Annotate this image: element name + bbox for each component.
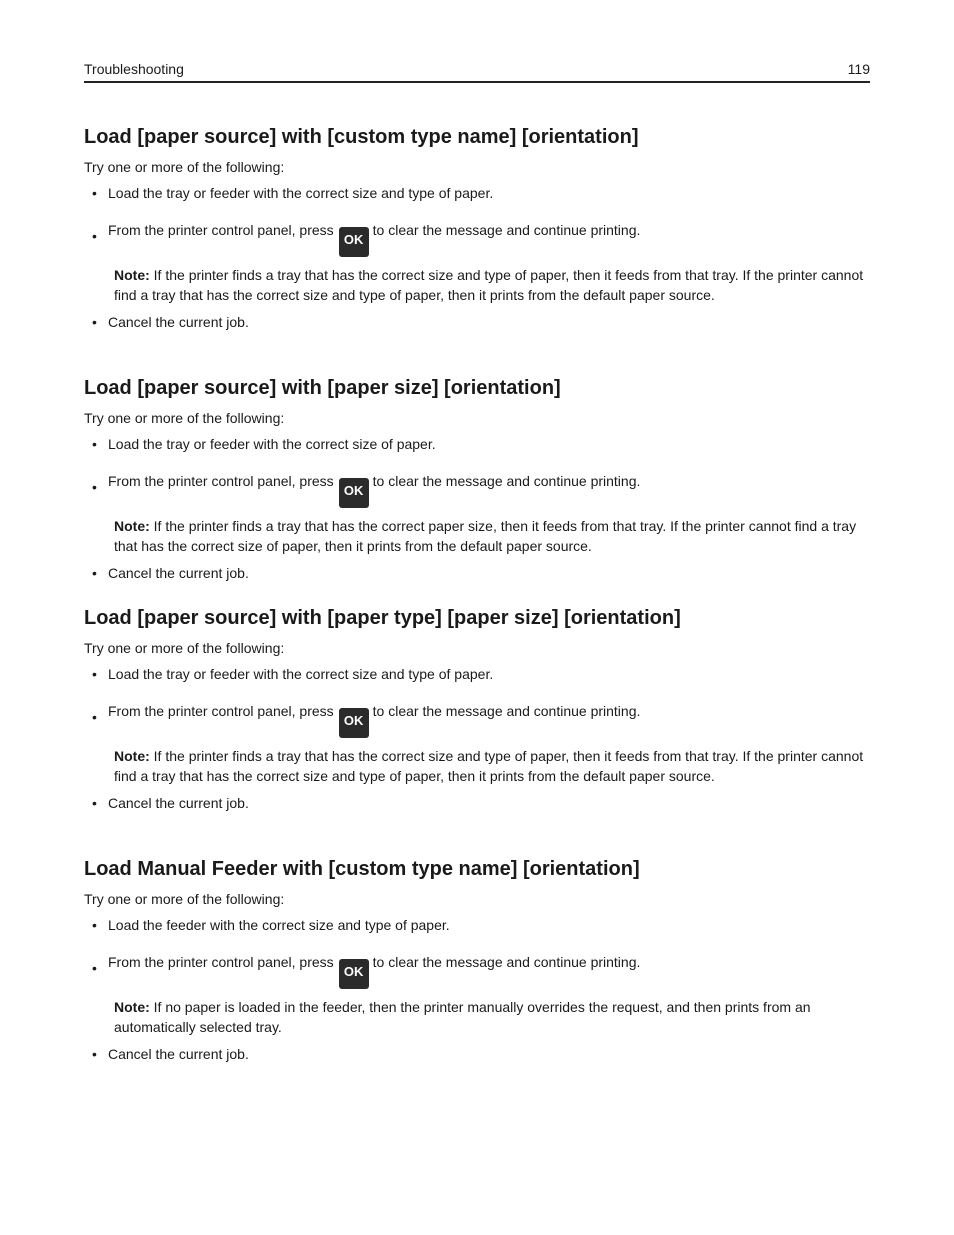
step-list-continued bbox=[84, 564, 870, 582]
bullet-icon: • bbox=[92, 479, 97, 495]
bullet-icon: • bbox=[92, 185, 97, 201]
note: Note: If the printer finds a tray that has the correct paper size, then it feeds from that tray. If the printer cannot find a tray that has the correct size of paper, then it prints from the default paper source. bbox=[114, 518, 857, 554]
bullet-icon: • bbox=[92, 960, 97, 976]
step-list-continued bbox=[84, 794, 870, 812]
page-number: 119 bbox=[847, 61, 870, 77]
list-item: • From the printer control panel, pressOKto clear the message and continue printing. bbox=[84, 947, 870, 989]
list-item: • From the printer control panel, pressOKto clear the message and continue printing. bbox=[84, 466, 870, 508]
step-list bbox=[84, 665, 870, 738]
bullet-icon: • bbox=[92, 666, 97, 682]
list-item: • Cancel the current job. bbox=[92, 314, 249, 330]
section-intro: Try one or more of the following: bbox=[84, 159, 285, 175]
step-list bbox=[84, 435, 870, 508]
list-item: • Load the tray or feeder with the correct size and type of paper. bbox=[92, 666, 494, 682]
bullet-icon: • bbox=[92, 565, 97, 581]
header-section-title: Troubleshooting bbox=[84, 61, 184, 77]
note: Note: If the printer finds a tray that has the correct size and type of paper, then it feeds from that tray. If the printer cannot find a tray that has the correct size and type of paper, then it prints from the default paper source. bbox=[114, 748, 864, 784]
list-item: • Load the tray or feeder with the correct size of paper. bbox=[92, 436, 436, 452]
bullet-icon: • bbox=[92, 917, 97, 933]
list-item: • Cancel the current job. bbox=[92, 795, 249, 811]
ok-button-icon: OK bbox=[339, 708, 369, 738]
section-heading: Load [paper source] with [paper size] [orientation] bbox=[84, 377, 561, 399]
ok-button-icon: OK bbox=[339, 227, 369, 257]
bullet-icon: • bbox=[92, 314, 97, 330]
list-item: • Load the tray or feeder with the correct size and type of paper. bbox=[92, 185, 494, 201]
bullet-icon: • bbox=[92, 1046, 97, 1062]
list-item: • Cancel the current job. bbox=[92, 1046, 249, 1062]
step-list bbox=[84, 916, 870, 989]
section-intro: Try one or more of the following: bbox=[84, 410, 285, 426]
section-heading: Load [paper source] with [custom type name] [orientation] bbox=[84, 126, 639, 148]
ok-button-icon: OK bbox=[339, 959, 369, 989]
ok-button-icon: OK bbox=[339, 478, 369, 508]
section-intro: Try one or more of the following: bbox=[84, 640, 285, 656]
section-heading: Load Manual Feeder with [custom type name] [orientation] bbox=[84, 858, 640, 880]
note: Note: If no paper is loaded in the feeder, then the printer manually overrides the request, and then prints from an automatically selected tray. bbox=[114, 999, 811, 1035]
section-custom-type bbox=[84, 125, 870, 331]
page-header bbox=[84, 60, 870, 83]
list-item: • From the printer control panel, pressOKto clear the message and continue printing. bbox=[84, 215, 870, 257]
bullet-icon: • bbox=[92, 709, 97, 725]
section-paper-size bbox=[84, 376, 870, 582]
list-item: • From the printer control panel, pressOKto clear the message and continue printing. bbox=[84, 696, 870, 738]
bullet-icon: • bbox=[92, 228, 97, 244]
step-list-continued bbox=[84, 1045, 870, 1063]
section-intro: Try one or more of the following: bbox=[84, 891, 285, 907]
section-heading: Load [paper source] with [paper type] [paper size] [orientation] bbox=[84, 607, 681, 629]
list-item: • Load the feeder with the correct size and type of paper. bbox=[92, 917, 450, 933]
bullet-icon: • bbox=[92, 795, 97, 811]
step-list-continued bbox=[84, 313, 870, 331]
step-list bbox=[84, 184, 870, 257]
note: Note: If the printer finds a tray that has the correct size and type of paper, then it feeds from that tray. If the printer cannot find a tray that has the correct size and type of paper, then it prints from the default paper source. bbox=[114, 267, 864, 303]
section-paper-type-size bbox=[84, 606, 870, 812]
list-item: • Cancel the current job. bbox=[92, 565, 249, 581]
bullet-icon: • bbox=[92, 436, 97, 452]
section-manual-feeder bbox=[84, 857, 870, 1063]
